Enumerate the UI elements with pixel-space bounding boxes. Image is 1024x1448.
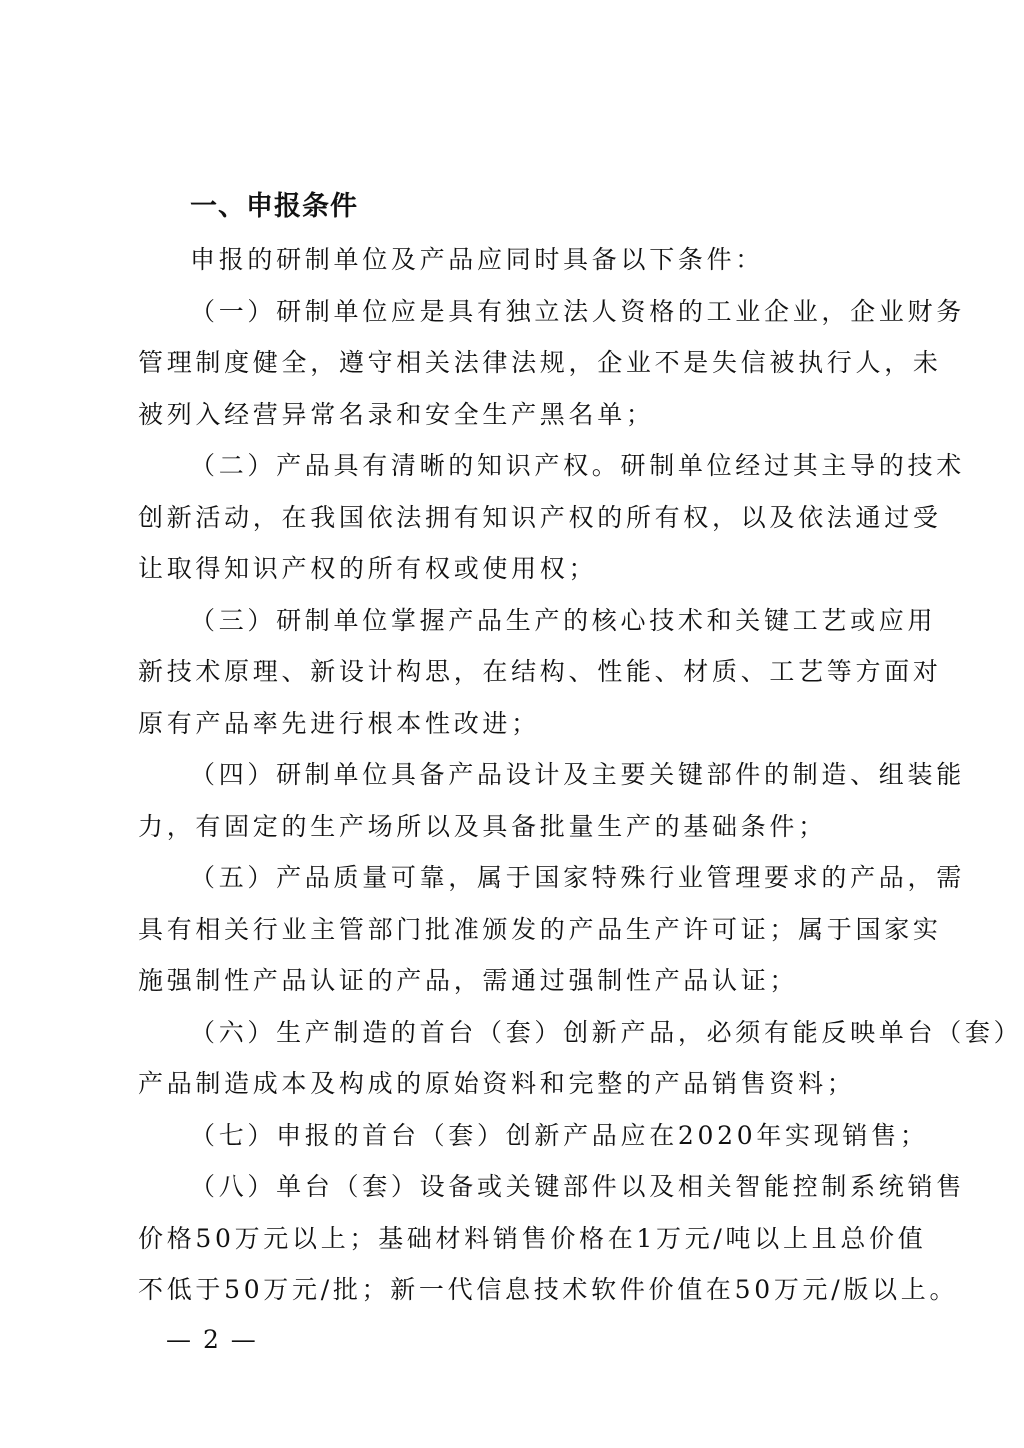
paragraph-line: （六）生产制造的首台（套）创新产品，必须有能反映单台（套）: [190, 1017, 1023, 1047]
paragraph-line: （五）产品质量可靠，属于国家特殊行业管理要求的产品，需: [190, 863, 965, 892]
paragraph-line: 申报的研制单位及产品应同时具备以下条件：: [190, 245, 765, 274]
paragraph-intro: [138, 234, 890, 286]
paragraph-line: 价格50万元以上；基础材料销售价格在1万元/吨以上且总价值: [138, 1223, 927, 1253]
paragraph-line: 施强制性产品认证的产品，需通过强制性产品认证；: [138, 966, 799, 995]
document-body: [138, 234, 1023, 1316]
paragraph-line: 力，有固定的生产场所以及具备批量生产的基础条件；: [138, 811, 827, 841]
paragraph-line: 被列入经营异常名录和安全生产黑名单；: [138, 399, 655, 429]
paragraph-line: 管理制度健全，遵守相关法律法规，企业不是失信被执行人，未: [138, 348, 942, 377]
paragraph-condition-7: [138, 1110, 929, 1162]
paragraph-condition-6: [138, 1007, 1023, 1110]
paragraph-line: 具有相关行业主管部门批准颁发的产品生产许可证；属于国家实: [138, 914, 942, 944]
paragraph-line: 产品制造成本及构成的原始资料和完整的产品销售资料；: [138, 1069, 856, 1098]
paragraph-condition-3: [138, 595, 942, 750]
paragraph-condition-1: [138, 286, 965, 441]
paragraph-line: （一）研制单位应是具有独立法人资格的工业企业，企业财务: [190, 296, 965, 326]
paragraph-condition-8: [138, 1161, 965, 1316]
paragraph-line: 创新活动，在我国依法拥有知识产权的所有权，以及依法通过受: [138, 502, 942, 532]
paragraph-line: （七）申报的首台（套）创新产品应在2020年实现销售；: [190, 1120, 929, 1150]
paragraph-line: 原有产品率先进行根本性改进；: [138, 708, 540, 738]
page-number: — 2 —: [166, 1325, 258, 1354]
paragraph-condition-5: [138, 852, 965, 1007]
section-heading: 一、申报条件: [190, 191, 358, 222]
paragraph-line: （二）产品具有清晰的知识产权。研制单位经过其主导的技术: [190, 451, 965, 480]
paragraph-line: 新技术原理、新设计构思，在结构、性能、材质、工艺等方面对: [138, 657, 942, 686]
paragraph-line: （四）研制单位具备产品设计及主要关键部件的制造、组装能: [190, 760, 965, 789]
paragraph-condition-2: [138, 440, 965, 595]
paragraph-line: 让取得知识产权的所有权或使用权；: [138, 554, 598, 583]
paragraph-line: 不低于50万元/批；新一代信息技术软件价值在50万元/版以上。: [138, 1275, 959, 1304]
paragraph-condition-4: [138, 749, 965, 852]
paragraph-line: （三）研制单位掌握产品生产的核心技术和关键工艺或应用: [190, 605, 937, 635]
paragraph-line: （八）单台（套）设备或关键部件以及相关智能控制系统销售: [190, 1172, 965, 1201]
